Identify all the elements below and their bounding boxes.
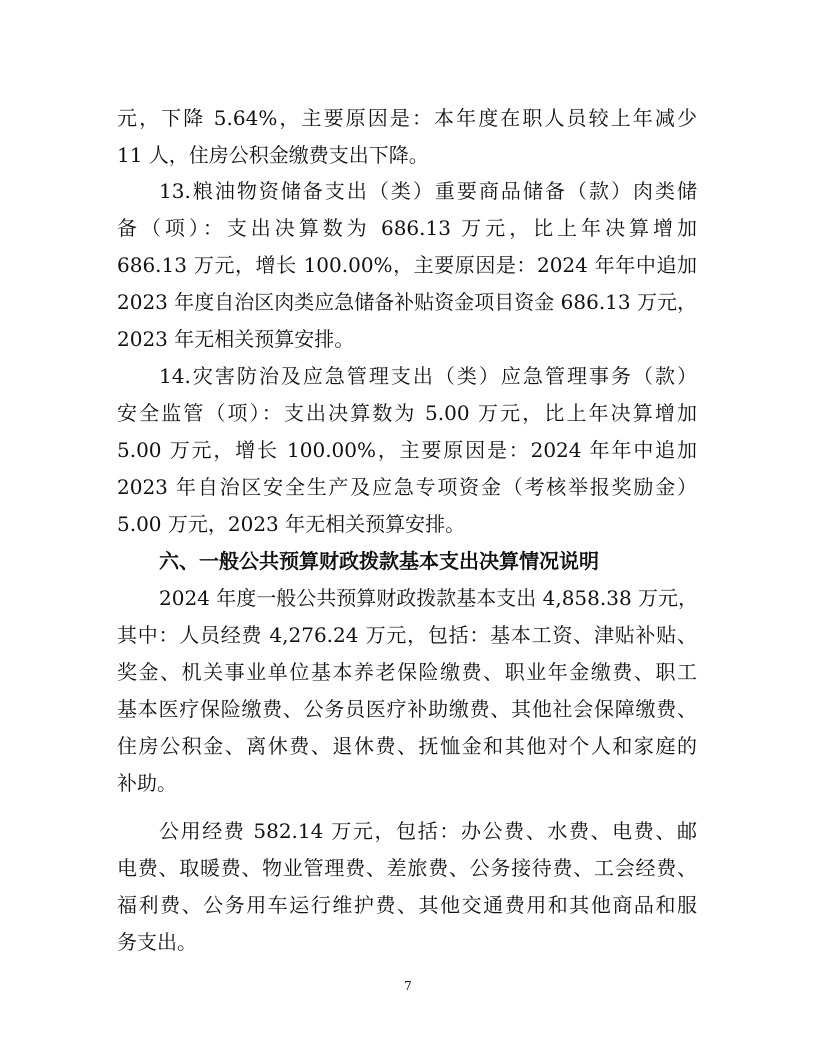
- text-line: 补助。: [117, 771, 177, 795]
- section-heading: 六、一般公共预算财政拨款基本支出决算情况说明: [159, 549, 599, 573]
- text-line: 公用经费 582.14 万元，包括：办公费、水费、电费、邮: [159, 819, 697, 843]
- text-line: 5.00 万元，2023 年无相关预算安排。: [117, 512, 466, 536]
- page-number: 7: [404, 979, 412, 993]
- text-line: 务支出。: [117, 930, 197, 954]
- paragraph-item-13: 13.粮油物资储备支出（类）重要商品储备（款）肉类储: [159, 179, 697, 203]
- text-line: 奖金、机关事业单位基本养老保险缴费、职业年金缴费、职工: [117, 660, 697, 684]
- text-line: 11 人，住房公积金缴费支出下降。: [117, 143, 429, 167]
- text-line: 5.00 万元，增长 100.00%，主要原因是：2024 年年中追加: [117, 438, 697, 462]
- text-line: 686.13 万元，增长 100.00%，主要原因是：2024 年年中追加: [117, 253, 697, 277]
- text-line: 福利费、公务用车运行维护费、其他交通费用和其他商品和服: [117, 893, 697, 917]
- text-line: 2023 年自治区安全生产及应急专项资金（考核举报奖励金）: [117, 475, 697, 499]
- text-line: 2023 年无相关预算安排。: [117, 327, 355, 351]
- text-line: 安全监管（项）：支出决算数为 5.00 万元，比上年决算增加: [117, 401, 697, 425]
- paragraph-item-14: 14.灾害防治及应急管理支出（类）应急管理事务（款）: [159, 364, 697, 388]
- text-line: 备（项）：支出决算数为 686.13 万元，比上年决算增加: [117, 216, 697, 240]
- text-line: 2024 年度一般公共预算财政拨款基本支出 4,858.38 万元，: [159, 586, 699, 610]
- text-line: 2023 年度自治区肉类应急储备补贴资金项目资金 686.13 万元，: [117, 290, 697, 314]
- text-line: 电费、取暖费、物业管理费、差旅费、公务接待费、工会经费、: [117, 856, 697, 880]
- text-line: 其中：人员经费 4,276.24 万元，包括：基本工资、津贴补贴、: [117, 623, 697, 647]
- text-line: 元，下降 5.64%，主要原因是：本年度在职人员较上年减少: [117, 106, 697, 130]
- text-line: 住房公积金、离休费、退休费、抚恤金和其他对个人和家庭的: [117, 734, 697, 758]
- text-line: 基本医疗保险缴费、公务员医疗补助缴费、其他社会保障缴费、: [117, 697, 697, 721]
